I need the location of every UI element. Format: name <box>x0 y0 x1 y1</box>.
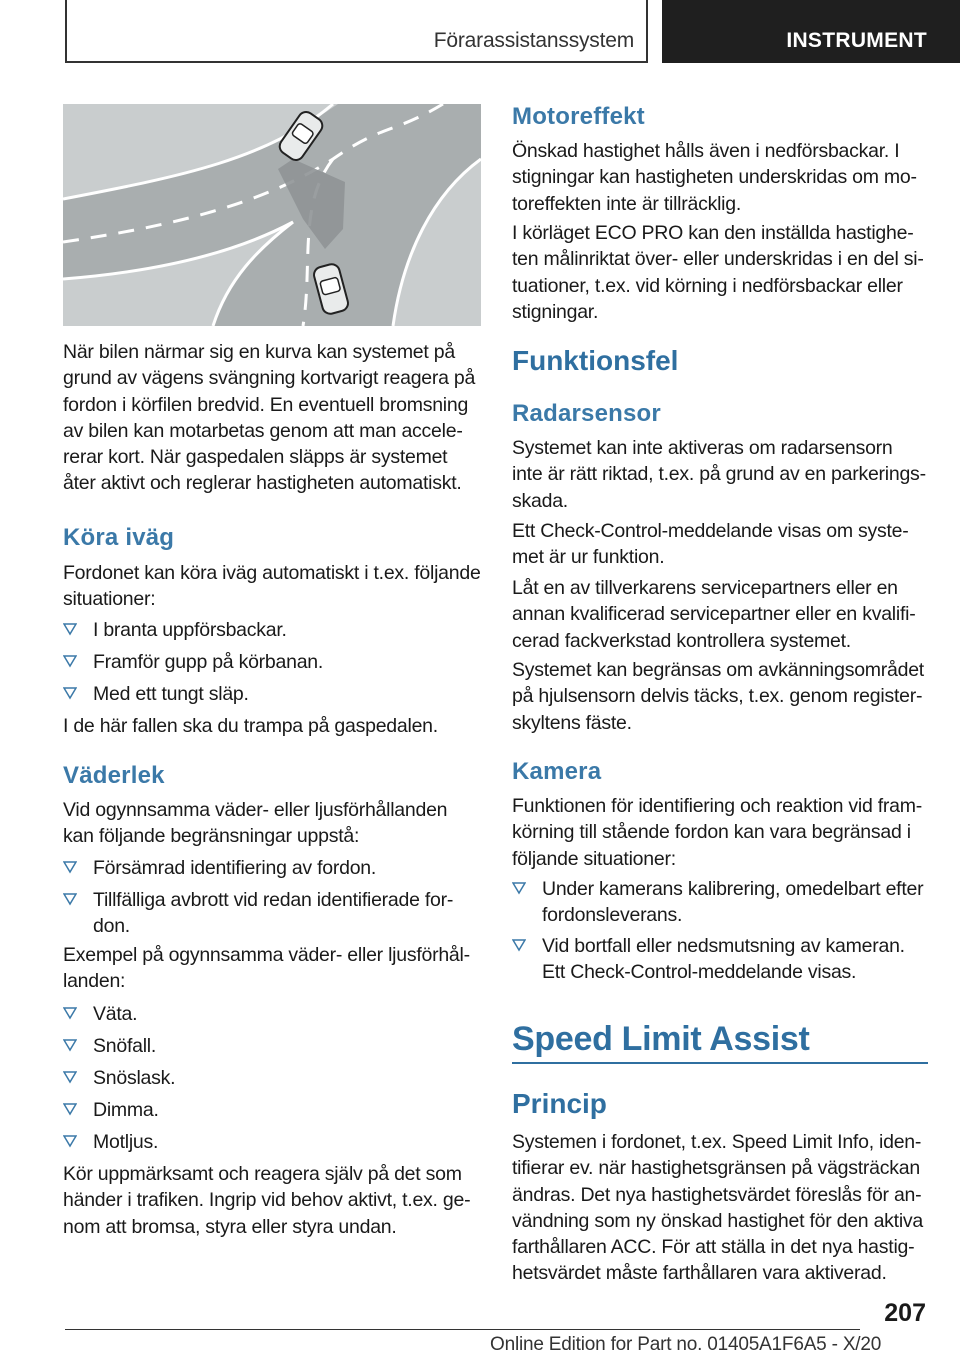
vader-after-text: Kör uppmärksamt och reagera själv på det som händer i trafiken. Ingrip vid behov aktivt, t.ex. genom att bromsa, styra eller styra undan. <box>63 1163 471 1238</box>
footer-edition: Online Edition for Part no. 01405A1F6A5 - X/20 <box>490 1334 882 1355</box>
list-item-text: Försämrad identifiering av fordon. <box>93 857 377 879</box>
intro-paragraph: När bilen närmar sig en kurva kan systemet på grund av vägens svängning kortvarigt reagera på fordon i körfilen bredvid. En eventuell bromsning av bilen kan motarbetas genom att man accelererar kort. När gaspedalen släpps är systemet åter aktivt och reglerar hastigheten automatiskt. <box>63 341 476 495</box>
list-item-text: Vid bortfall eller nedsmutsning av kameran. Ett Check-Control-meddelande visas. <box>542 935 905 984</box>
list-item-text: Under kamerans kalibrering, omedelbart efter fordonsleverans. <box>542 878 924 927</box>
list-item-text: Motljus. <box>93 1131 159 1153</box>
list-item-text: Dimma. <box>93 1099 159 1121</box>
triangle-bullet-icon <box>63 686 77 700</box>
triangle-bullet-icon <box>63 1070 77 1084</box>
list-item-text: Snöfall. <box>93 1035 157 1057</box>
header-chapter-tab <box>662 0 960 63</box>
kora-text: Fordonet kan köra iväg automatiskt i t.ex. följande situationer: <box>63 562 481 611</box>
triangle-bullet-icon <box>63 1006 77 1020</box>
footer-divider <box>65 1329 860 1330</box>
kamera-text: Funktionen för identifiering och reaktion vid framkörning till stående fordon kan vara begränsad i följande situationer: <box>512 795 923 870</box>
triangle-bullet-icon <box>63 654 77 668</box>
triangle-bullet-icon <box>512 938 526 952</box>
motor-paragraph-1: Önskad hastighet hålls även i nedförsbackar. I stigningar kan hastigheten underskridas om motoreffekten inte är tillräcklig. <box>512 140 917 215</box>
triangle-bullet-icon <box>512 881 526 895</box>
vader-example-text: Exempel på ogynnsamma väder- eller ljusförhållanden: <box>63 944 471 993</box>
curve-illustration <box>63 104 481 326</box>
princip-heading: Princip <box>512 1088 607 1119</box>
motor-heading: Motoreffekt <box>512 103 645 130</box>
radar-paragraph-4: Systemet kan begränsas om avkänningsområdet på hjulsensorn delvis täcks, t.ex. genom registerskyltens fäste. <box>512 659 924 734</box>
princip-paragraph: Systemen i fordonet, t.ex. Speed Limit Info, identifierar ev. när hastighetsgränsen på vägsträckan ändras. Det nya hastighetsvärdet föreslås för användning som ny önskad hastighet för den aktiva farthållaren ACC. För att ställa in det nya hastighetsvärdet måste farthållaren vara aktiverad. <box>512 1131 924 1285</box>
list-item-text: Tillfälliga avbrott vid redan identifierade fordon. <box>93 889 454 938</box>
vader-text: Vid ogynnsamma väder- eller ljusförhållanden kan följande begränsningar uppstå: <box>63 799 448 848</box>
header-chapter-title: INSTRUMENT <box>786 29 927 52</box>
triangle-bullet-icon <box>63 1134 77 1148</box>
triangle-bullet-icon <box>63 860 77 874</box>
section-divider <box>512 1062 928 1064</box>
speed-limit-assist-heading: Speed Limit Assist <box>512 1020 810 1058</box>
page-number: 207 <box>884 1299 926 1327</box>
list-item-text: Snöslask. <box>93 1067 176 1089</box>
radar-heading: Radarsensor <box>512 400 661 427</box>
triangle-bullet-icon <box>63 1102 77 1116</box>
motor-paragraph-2: I körläget ECO PRO kan den inställda hastigheten målinriktat över- eller underskridas i en del situationer, t.ex. vid körning i nedförsbackar eller stigningar. <box>512 222 924 323</box>
triangle-bullet-icon <box>63 892 77 906</box>
kamera-heading: Kamera <box>512 758 602 785</box>
list-item-text: I branta uppförsbackar. <box>93 619 287 641</box>
radar-paragraph-1: Systemet kan inte aktiveras om radarsensorn inte är rätt riktad, t.ex. på grund av en parkeringsskada. <box>512 437 927 512</box>
vader-heading: Väderlek <box>63 762 165 789</box>
kora-heading: Köra iväg <box>63 524 175 551</box>
list-item-text: Med ett tungt släp. <box>93 683 249 705</box>
list-item-text: Väta. <box>93 1003 138 1025</box>
radar-paragraph-3: Låt en av tillverkarens servicepartners eller en annan kvalificerad servicepartner eller en kvalificerad fackverkstad kontrollera systemet. <box>512 577 916 652</box>
kora-after-text: I de här fallen ska du trampa på gaspedalen. <box>63 715 438 737</box>
list-item-text: Framför gupp på körbanan. <box>93 651 324 673</box>
header-section-tab <box>65 0 648 63</box>
header-section-title: Förarassistanssystem <box>433 29 634 52</box>
triangle-bullet-icon <box>63 622 77 636</box>
radar-paragraph-2: Ett Check-Control-meddelande visas om systemet är ur funktion. <box>512 520 909 569</box>
triangle-bullet-icon <box>63 1038 77 1052</box>
funktionsfel-heading: Funktionsfel <box>512 345 679 376</box>
